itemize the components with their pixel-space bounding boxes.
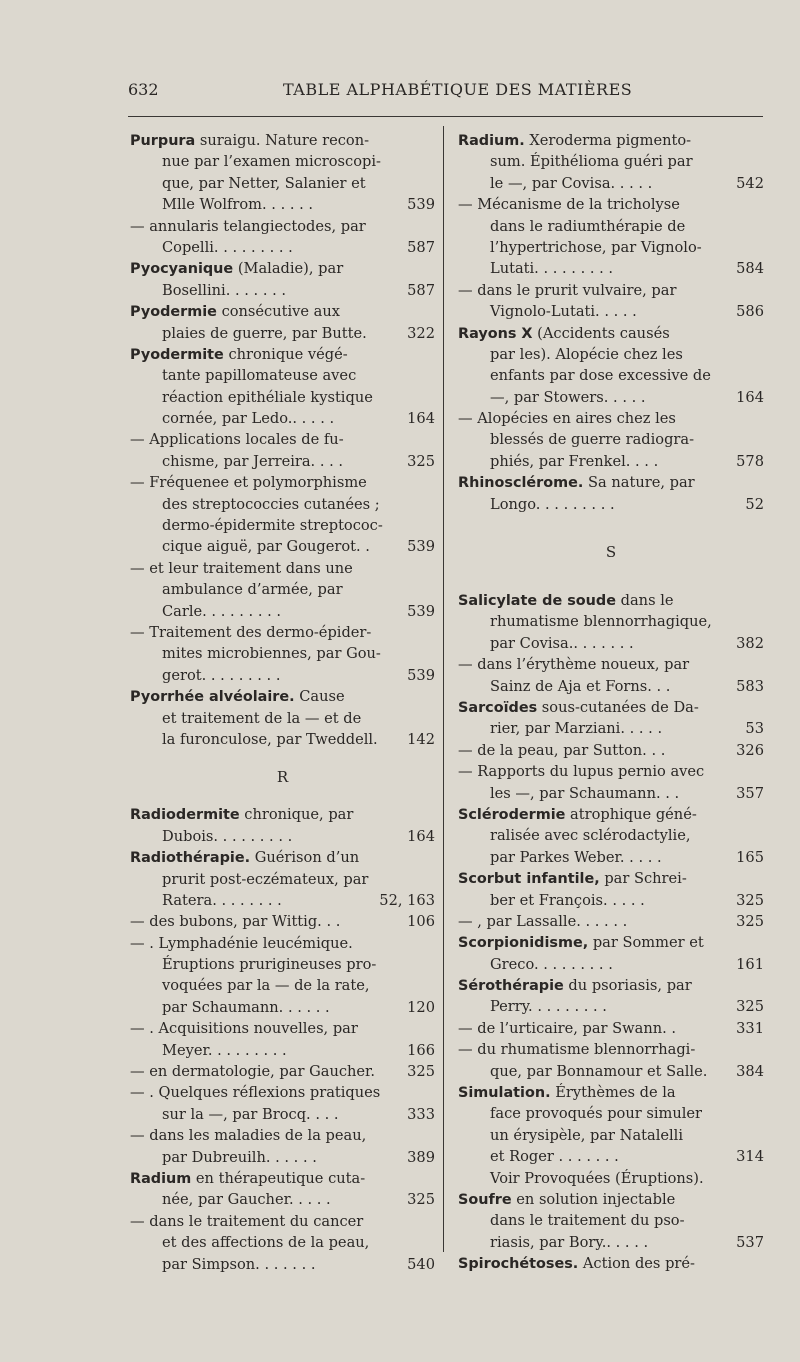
page-ref: 587 bbox=[407, 238, 435, 256]
section-letter: R bbox=[276, 768, 289, 787]
index-line: blessés de guerre radiogra- bbox=[490, 431, 695, 449]
index-line: Radiodermite chronique, par bbox=[130, 806, 354, 824]
index-line: — dans le traitement du cancer bbox=[130, 1212, 364, 1230]
index-line: cornée, par Ledo.. . . . . 164 bbox=[130, 408, 435, 429]
page-ref: 584 bbox=[736, 260, 764, 278]
index-line: enfants par dose excessive de bbox=[490, 367, 711, 385]
index-line: Ratera. . . . . . . . 52, 163 bbox=[130, 890, 435, 911]
index-line: le —, par Covisa. . . . . 542 bbox=[458, 173, 764, 194]
page-ref: 382 bbox=[736, 634, 764, 652]
index-line: Pyorrhée alvéolaire. Cause bbox=[130, 688, 345, 706]
running-title: TABLE ALPHABÉTIQUE DES MATIÈRES bbox=[283, 80, 633, 99]
index-line: Copelli. . . . . . . . . 587 bbox=[130, 237, 435, 258]
index-line: — en dermatologie, par Gaucher. 325 bbox=[130, 1061, 435, 1082]
index-line: Carle. . . . . . . . . 539 bbox=[130, 601, 435, 622]
index-line: Sclérodermie atrophique géné- bbox=[458, 805, 697, 823]
page-ref: 53 bbox=[745, 720, 764, 738]
index-line: Éruptions prurigineuses pro- bbox=[162, 956, 377, 974]
index-line: ber et François. . . . . 325 bbox=[458, 890, 764, 911]
index-line: plaies de guerre, par Butte. 322 bbox=[130, 323, 435, 344]
page-ref: 142 bbox=[407, 730, 435, 748]
index-line: Pyodermie consécutive aux bbox=[130, 303, 341, 321]
page-ref: 325 bbox=[736, 998, 764, 1016]
index-line: Soufre en solution injectable bbox=[458, 1190, 676, 1208]
page-ref: 106 bbox=[407, 913, 435, 931]
index-line: que, par Bonnamour et Salle. 384 bbox=[458, 1061, 764, 1082]
page-ref: 326 bbox=[736, 741, 764, 759]
page-ref: 164 bbox=[407, 410, 435, 428]
index-line: — Traitement des dermo-épider- bbox=[130, 623, 372, 641]
section-letter: S bbox=[605, 543, 617, 562]
index-line: Sérothérapie du psoriasis, par bbox=[458, 977, 692, 995]
page-ref: 165 bbox=[736, 848, 764, 866]
index-line: — Applications locales de fu- bbox=[130, 431, 344, 449]
index-line: riasis, par Bory.. . . . . 537 bbox=[458, 1232, 764, 1253]
index-line: Perry. . . . . . . . . 325 bbox=[458, 996, 764, 1017]
index-line: — Alopécies en aires chez les bbox=[458, 410, 676, 428]
page-ref: 539 bbox=[407, 602, 435, 620]
index-line: rier, par Marziani. . . . . 53 bbox=[458, 718, 764, 739]
page-ref: 314 bbox=[736, 1148, 764, 1166]
index-line: Bosellini. . . . . . . 587 bbox=[130, 280, 435, 301]
page-ref: 164 bbox=[407, 827, 435, 845]
page-ref: 389 bbox=[407, 1148, 435, 1166]
index-line: mites microbiennes, par Gou- bbox=[162, 645, 381, 663]
right-column bbox=[458, 130, 764, 1275]
index-line: l’hypertrichose, par Vignolo- bbox=[490, 238, 702, 256]
left-column bbox=[130, 130, 435, 1275]
page-ref: 161 bbox=[736, 955, 764, 973]
index-line: — annularis telangiectodes, par bbox=[130, 217, 366, 235]
index-line: voquées par la — de la rate, bbox=[162, 977, 370, 995]
page-ref: 357 bbox=[736, 784, 764, 802]
page-ref: 539 bbox=[407, 666, 435, 684]
index-line: Simulation. Érythèmes de la bbox=[458, 1084, 676, 1102]
index-line: sur la —, par Brocq. . . . 333 bbox=[130, 1104, 435, 1125]
index-line: Purpura suraigu. Nature recon- bbox=[130, 132, 370, 149]
index-line: dermo-épidermite streptococ- bbox=[162, 517, 383, 535]
page-ref: 325 bbox=[407, 1191, 435, 1209]
page-ref: 166 bbox=[407, 1041, 435, 1059]
page-ref: 325 bbox=[736, 891, 764, 909]
index-line: Sarcoïdes sous-cutanées de Da- bbox=[458, 698, 699, 716]
index-line: — dans l’érythème noueux, par bbox=[458, 656, 690, 674]
index-line: Vignolo-Lutati. . . . . 586 bbox=[458, 301, 764, 322]
index-line: dans le radiumthérapie de bbox=[490, 217, 686, 235]
index-line: un érysipèle, par Natalelli bbox=[490, 1126, 684, 1144]
index-line: Scorpionidisme, par Sommer et bbox=[458, 934, 704, 952]
index-line: Spirochétoses. Action des pré- bbox=[458, 1255, 695, 1273]
header-rule bbox=[128, 116, 763, 117]
index-line: gerot. . . . . . . . . 539 bbox=[130, 665, 435, 686]
index-line: des streptococcies cutanées ; bbox=[162, 495, 380, 513]
index-line: par Covisa.. . . . . . . 382 bbox=[458, 633, 764, 654]
index-line: réaction epithéliale kystique bbox=[162, 388, 373, 406]
page-ref: 52, 163 bbox=[379, 891, 435, 909]
index-line: cique aiguë, par Gougerot. . 539 bbox=[130, 536, 435, 557]
page-ref: 331 bbox=[736, 1019, 764, 1037]
page-number: 632 bbox=[128, 80, 159, 99]
page-ref: 325 bbox=[407, 1063, 435, 1081]
index-line: Dubois. . . . . . . . . 164 bbox=[130, 826, 435, 847]
index-line: — et leur traitement dans une bbox=[130, 559, 353, 577]
page-ref: 583 bbox=[736, 677, 764, 695]
page-ref: 322 bbox=[407, 324, 435, 342]
index-line: par Schaumann. . . . . . 120 bbox=[130, 997, 435, 1018]
page-ref: 539 bbox=[407, 538, 435, 556]
index-line: ambulance d’armée, par bbox=[162, 581, 343, 599]
page-ref: 587 bbox=[407, 281, 435, 299]
page-ref: 325 bbox=[407, 452, 435, 470]
index-line: ralisée avec sclérodactylie, bbox=[490, 827, 691, 845]
page-ref: 542 bbox=[736, 174, 764, 192]
index-line: et des affections de la peau, bbox=[162, 1234, 370, 1252]
index-line: chisme, par Jerreira. . . . 325 bbox=[130, 451, 435, 472]
index-line: nue par l’examen microscopi- bbox=[162, 153, 381, 171]
index-line: — , par Lassalle. . . . . . 325 bbox=[458, 911, 764, 932]
page-ref: 586 bbox=[736, 303, 764, 321]
page-ref: 540 bbox=[407, 1255, 435, 1273]
index-line: par Parkes Weber. . . . . 165 bbox=[458, 847, 764, 868]
index-line: face provoqués pour simuler bbox=[490, 1105, 703, 1123]
index-line: par Simpson. . . . . . . 540 bbox=[130, 1254, 435, 1275]
index-line: — du rhumatisme blennorrhagi- bbox=[458, 1041, 696, 1059]
index-line: rhumatisme blennorrhagique, bbox=[490, 613, 712, 631]
page-ref: 120 bbox=[407, 998, 435, 1016]
index-line: prurit post-eczémateux, par bbox=[162, 870, 369, 888]
index-line: et traitement de la — et de bbox=[162, 709, 362, 727]
index-line: Radium. Xeroderma pigmento- bbox=[458, 132, 692, 149]
page-header bbox=[128, 80, 718, 106]
index-line: par les). Alopécie chez les bbox=[490, 345, 683, 363]
index-line: Mlle Wolfrom. . . . . . 539 bbox=[130, 194, 435, 215]
index-line: — dans le prurit vulvaire, par bbox=[458, 281, 677, 299]
index-line: — dans les maladies de la peau, bbox=[130, 1127, 367, 1145]
index-line: Sainz de Aja et Forns. . . 583 bbox=[458, 676, 764, 697]
index-line: dans le traitement du pso- bbox=[490, 1212, 685, 1230]
index-line: Scorbut infantile, par Schrei- bbox=[458, 870, 687, 888]
index-line: Meyer. . . . . . . . . 166 bbox=[130, 1040, 435, 1061]
index-line: — de la peau, par Sutton. . . 326 bbox=[458, 740, 764, 761]
page-ref: 52 bbox=[745, 495, 764, 513]
index-line: Longo. . . . . . . . . 52 bbox=[458, 494, 764, 515]
page-ref: 164 bbox=[736, 388, 764, 406]
index-line: — Mécanisme de la tricholyse bbox=[458, 196, 680, 214]
page-ref: 384 bbox=[736, 1062, 764, 1080]
index-line: née, par Gaucher. . . . . 325 bbox=[130, 1189, 435, 1210]
index-line: phiés, par Frenkel. . . . 578 bbox=[458, 451, 764, 472]
page-ref: 539 bbox=[407, 196, 435, 214]
index-line: — . Acquisitions nouvelles, par bbox=[130, 1020, 358, 1038]
index-line: — . Lymphadénie leucémique. bbox=[130, 934, 353, 952]
page-ref: 537 bbox=[736, 1233, 764, 1251]
index-line: — . Quelques réflexions pratiques bbox=[130, 1084, 381, 1102]
index-line: par Dubreuilh. . . . . . 389 bbox=[130, 1147, 435, 1168]
index-line: sum. Épithélioma guéri par bbox=[490, 153, 693, 171]
index-line: Lutati. . . . . . . . . 584 bbox=[458, 258, 764, 279]
index-line: — Fréquenee et polymorphisme bbox=[130, 474, 367, 492]
column-divider bbox=[443, 126, 444, 1252]
index-line: la furonculose, par Tweddell. 142 bbox=[130, 729, 435, 750]
index-line: les —, par Schaumann. . . 357 bbox=[458, 783, 764, 804]
page-ref: 325 bbox=[736, 912, 764, 930]
index-line: Salicylate de soude dans le bbox=[458, 592, 674, 610]
index-line: Radium en thérapeutique cuta- bbox=[130, 1169, 366, 1187]
index-line: et Roger . . . . . . . 314 bbox=[458, 1146, 764, 1167]
index-line: —, par Stowers. . . . . 164 bbox=[458, 387, 764, 408]
index-line: — de l’urticaire, par Swann. . 331 bbox=[458, 1018, 764, 1039]
index-line: que, par Netter, Salanier et bbox=[162, 174, 366, 192]
index-line: Greco. . . . . . . . . 161 bbox=[458, 954, 764, 975]
index-line: Rhinosclérome. Sa nature, par bbox=[458, 474, 695, 492]
index-line: Radiothérapie. Guérison d’un bbox=[130, 849, 360, 867]
index-line: tante papillomateuse avec bbox=[162, 367, 357, 385]
index-line: Rayons X (Accidents causés bbox=[458, 324, 670, 342]
page-ref: 333 bbox=[407, 1105, 435, 1123]
index-line: Voir Provoquées (Éruptions). bbox=[490, 1169, 704, 1187]
index-line: Pyodermite chronique végé- bbox=[130, 345, 348, 363]
page-ref: 578 bbox=[736, 452, 764, 470]
index-line: Pyocyanique (Maladie), par bbox=[130, 260, 344, 278]
index-line: — des bubons, par Wittig. . . 106 bbox=[130, 911, 435, 932]
index-line: — Rapports du lupus pernio avec bbox=[458, 763, 705, 781]
